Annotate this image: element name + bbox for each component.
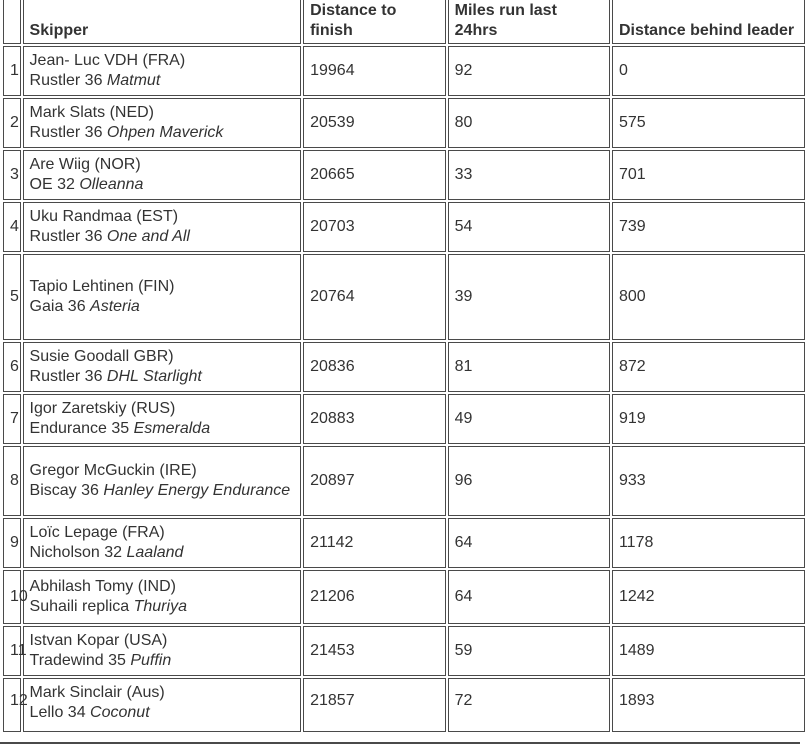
skipper-name: Gregor McGuckin (IRE) (29, 462, 197, 479)
table-row (3, 150, 805, 200)
distance-behind-header: Distance behind leader (612, 0, 805, 44)
boat-type: Tradewind 35 (29, 652, 131, 669)
boat-name: Ohpen Maverick (106, 124, 224, 141)
miles-run-cell: 64 (448, 570, 610, 624)
skipper-cell (23, 518, 302, 568)
table-row (3, 626, 805, 676)
rank-cell: 3 (3, 150, 21, 200)
boat-type: Endurance 35 (29, 420, 134, 437)
distance-to-finish-cell: 19964 (303, 46, 446, 96)
rank-cell: 11 (3, 626, 21, 676)
skipper-name: Susie Goodall GBR) (29, 348, 174, 365)
rank-cell: 4 (3, 202, 21, 252)
rank-cell: 6 (3, 342, 21, 392)
miles-run-cell: 54 (448, 202, 610, 252)
rank-cell: 2 (3, 98, 21, 148)
rank-cell: 12 (3, 678, 21, 732)
rank-cell: 9 (3, 518, 21, 568)
boat-name: Thuriya (133, 598, 187, 615)
boat-type: Nicholson 32 (29, 544, 127, 561)
distance-behind-cell: 1893 (612, 678, 805, 732)
skipper-name: Loïc Lepage (FRA) (29, 524, 165, 541)
skipper-cell (23, 446, 302, 516)
boat-name: Coconut (90, 704, 150, 721)
table-row (3, 678, 805, 732)
boat-type: Lello 34 (29, 704, 91, 721)
miles-run-cell: 33 (448, 150, 610, 200)
boat-name: Esmeralda (133, 420, 211, 437)
table-row (3, 446, 805, 516)
distance-behind-cell: 739 (612, 202, 805, 252)
boat-name: DHL Starlight (106, 368, 202, 385)
skipper-name: Istvan Kopar (USA) (29, 632, 168, 649)
boat-type: Biscay 36 (29, 482, 104, 499)
distance-behind-cell: 1178 (612, 518, 805, 568)
distance-to-finish-cell: 20539 (303, 98, 446, 148)
distance-behind-cell: 919 (612, 394, 805, 444)
skipper-cell (23, 678, 302, 732)
skipper-name: Abhilash Tomy (IND) (29, 578, 176, 595)
rank-header (3, 0, 21, 44)
skipper-cell (23, 342, 302, 392)
distance-behind-cell: 0 (612, 46, 805, 96)
miles-run-cell: 80 (448, 98, 610, 148)
boat-type: Rustler 36 (29, 228, 107, 245)
table-row (3, 202, 805, 252)
boat-name: Laaland (126, 544, 184, 561)
skipper-header: Skipper (23, 0, 302, 44)
distance-to-finish-cell: 20897 (303, 446, 446, 516)
rank-cell: 5 (3, 254, 21, 340)
distance-behind-cell: 872 (612, 342, 805, 392)
skipper-name: Mark Sinclair (Aus) (29, 684, 165, 701)
table-row (3, 570, 805, 624)
table-row (3, 394, 805, 444)
skipper-name: Uku Randmaa (EST) (29, 208, 179, 225)
rank-cell: 1 (3, 46, 21, 96)
distance-behind-cell: 575 (612, 98, 805, 148)
distance-behind-cell: 933 (612, 446, 805, 516)
boat-name: Matmut (106, 72, 161, 89)
distance-behind-cell: 1489 (612, 626, 805, 676)
miles-run-cell: 72 (448, 678, 610, 732)
distance-to-finish-cell: 21453 (303, 626, 446, 676)
skipper-cell (23, 626, 302, 676)
distance-behind-cell: 701 (612, 150, 805, 200)
boat-type: OE 32 (29, 176, 80, 193)
table-row (3, 254, 805, 340)
distance-to-finish-cell: 20764 (303, 254, 446, 340)
miles-run-cell: 92 (448, 46, 610, 96)
distance-to-finish-header: Distance to finish (303, 0, 446, 44)
boat-type: Rustler 36 (29, 124, 107, 141)
skipper-name: Are Wiig (NOR) (29, 156, 141, 173)
table-row (3, 98, 805, 148)
distance-to-finish-cell: 20665 (303, 150, 446, 200)
distance-to-finish-cell: 21206 (303, 570, 446, 624)
boat-name: Hanley Energy Endurance (103, 482, 291, 499)
boat-name: Olleanna (79, 176, 144, 193)
skipper-cell (23, 254, 302, 340)
distance-to-finish-cell: 21142 (303, 518, 446, 568)
miles-run-cell: 96 (448, 446, 610, 516)
header-row (3, 0, 805, 44)
skipper-cell (23, 394, 302, 444)
distance-to-finish-cell: 21857 (303, 678, 446, 732)
rank-cell: 10 (3, 570, 21, 624)
distance-behind-cell: 1242 (612, 570, 805, 624)
skipper-cell (23, 570, 302, 624)
boat-type: Rustler 36 (29, 72, 107, 89)
miles-run-cell: 49 (448, 394, 610, 444)
distance-to-finish-cell: 20836 (303, 342, 446, 392)
rank-cell: 7 (3, 394, 21, 444)
distance-to-finish-cell: 20883 (303, 394, 446, 444)
miles-run-cell: 81 (448, 342, 610, 392)
miles-run-header: Miles run last 24hrs (448, 0, 610, 44)
miles-run-cell: 39 (448, 254, 610, 340)
miles-run-cell: 59 (448, 626, 610, 676)
distance-to-finish-cell: 20703 (303, 202, 446, 252)
skipper-cell (23, 150, 302, 200)
table-row (3, 518, 805, 568)
table-row (3, 46, 805, 96)
boat-type: Suhaili replica (29, 598, 134, 615)
skipper-cell (23, 202, 302, 252)
rank-cell: 8 (3, 446, 21, 516)
table-row (3, 342, 805, 392)
miles-run-cell: 64 (448, 518, 610, 568)
standings-table (1, 0, 807, 734)
skipper-name: Jean- Luc VDH (FRA) (29, 52, 186, 69)
boat-type: Rustler 36 (29, 368, 107, 385)
skipper-name: Igor Zaretskiy (RUS) (29, 400, 176, 417)
skipper-cell (23, 98, 302, 148)
skipper-name: Mark Slats (NED) (29, 104, 154, 121)
boat-type: Gaia 36 (29, 298, 91, 315)
skipper-cell (23, 46, 302, 96)
skipper-name: Tapio Lehtinen (FIN) (29, 278, 175, 295)
distance-behind-cell: 800 (612, 254, 805, 340)
boat-name: Asteria (90, 298, 140, 315)
boat-name: One and All (106, 228, 190, 245)
boat-name: Puffin (130, 652, 172, 669)
